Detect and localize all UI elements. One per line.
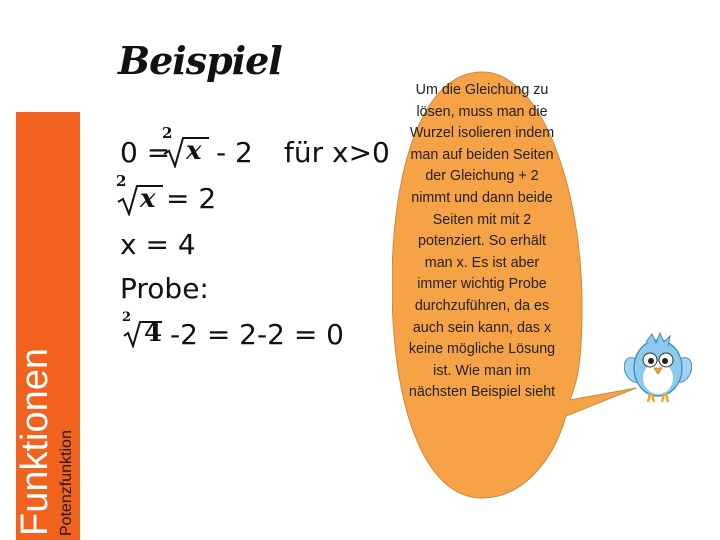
- root-index: 2: [116, 172, 127, 190]
- equation-line5-rhs: -2 = 2-2 = 0: [170, 318, 344, 351]
- bird-icon: [624, 330, 692, 404]
- root-index: 2: [122, 310, 132, 325]
- equation-line3: x = 4: [120, 228, 196, 261]
- equation-line1-root: [162, 126, 210, 170]
- sidebar-title: Funktionen: [14, 347, 56, 536]
- equation-line5-root: [122, 312, 166, 352]
- sidebar-subtitle: Potenzfunktion: [58, 430, 75, 536]
- root-argument: x: [186, 136, 202, 166]
- equation-line1-lhs: 0 =: [120, 136, 171, 169]
- equation-line1-rhs: - 2: [216, 136, 253, 169]
- equation-line2-rhs: = 2: [166, 182, 217, 215]
- slide-title: Beispiel: [118, 38, 282, 83]
- root-index: 2: [162, 124, 173, 142]
- root-argument: 4: [144, 318, 163, 348]
- root-argument: x: [140, 184, 156, 214]
- probe-label: Probe:: [120, 272, 209, 305]
- callout-text: Um die Gleichung zu lösen, muss man die Wurzel isolieren indem man auf beiden Seiten der Gleichung + 2 nimmt und dann beide Seiten mit mit 2 potenziert. So erhält man x. Es ist aber immer wichtig Probe durchzuführen, da es auch sein kann, das x keine mögliche Lösung ist. Wie man im nächsten Beispiel sieht: [408, 82, 556, 401]
- equation-line2-root: [116, 174, 164, 218]
- equation-condition: für x>0: [284, 136, 390, 169]
